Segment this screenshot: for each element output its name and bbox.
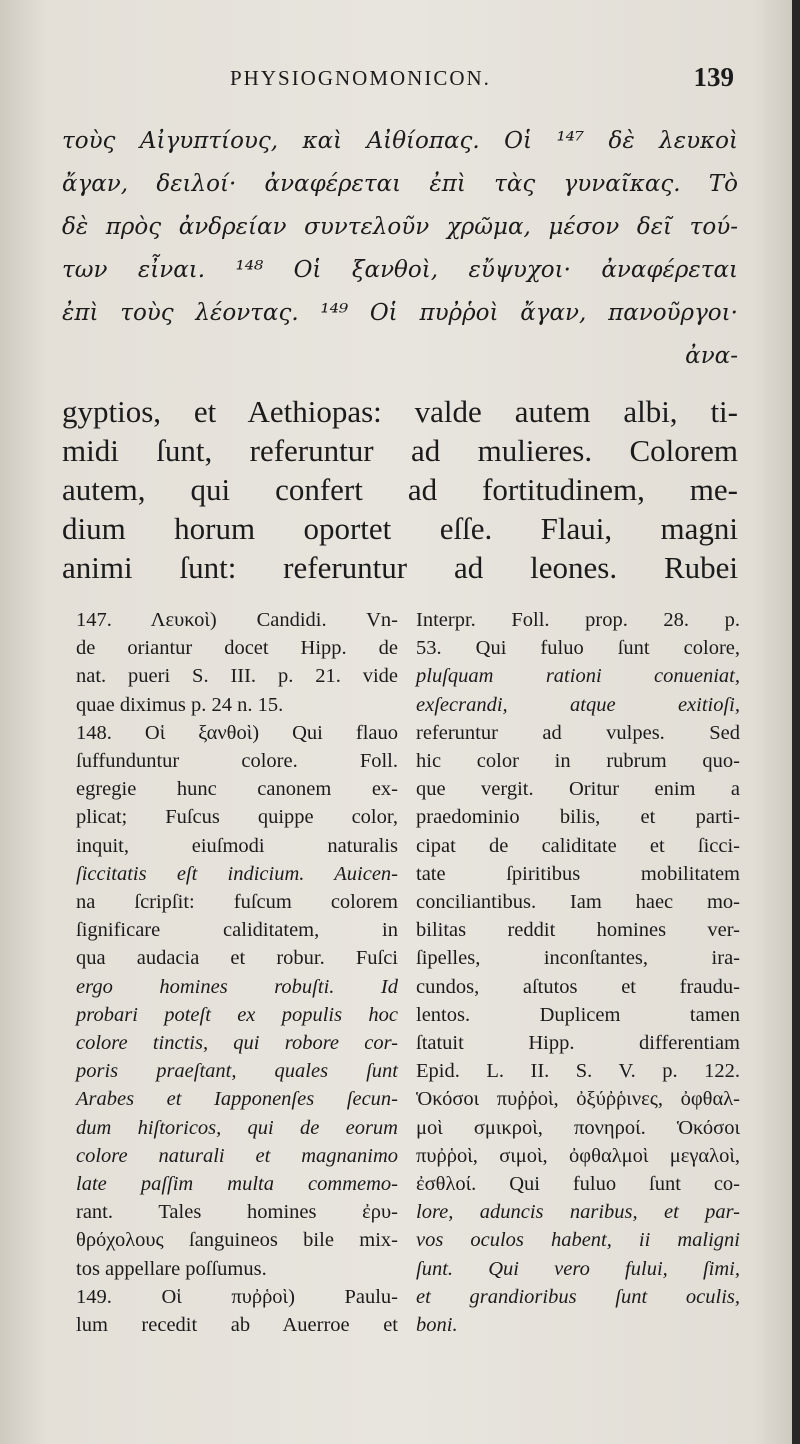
note-line: tate ſpiritibus mobilitatem [416, 862, 740, 885]
note-line: ſignificare caliditatem, in [76, 919, 398, 942]
note-line: ſtatuit Hipp. differentiam [416, 1032, 740, 1055]
note-line: 53. Qui fuluo ſunt colore, [416, 637, 740, 660]
note-line: na ſcripſit: fuſcum colorem [76, 891, 398, 914]
note-line: bilitas reddit homines ver- [416, 919, 740, 942]
note-line: colore naturali et magnanimo [76, 1144, 398, 1167]
note-line: referuntur ad vulpes. Sed [416, 721, 740, 744]
note-line: late paſſim multa commemo- [76, 1173, 398, 1196]
note-line: μοὶ σμικροὶ, πονηροί. Ὁκόσοι [416, 1116, 740, 1139]
note-line: colore tinctis, qui robore cor- [76, 1032, 398, 1055]
note-line: exſecrandi, atque exitioſi, [416, 693, 740, 716]
footnotes-left-column [76, 606, 398, 1339]
greek-line: ἄγαν, δειλοί· ἀναφέρεται ἐπὶ τὰς γυναῖκας. Τὸ [62, 171, 738, 197]
note-line: dum hiſtoricos, qui de eorum [76, 1116, 398, 1139]
note-line: 149. Οἱ πυῤῥοὶ) Paulu- [76, 1285, 398, 1308]
note-line: poris praeſtant, quales ſunt [76, 1060, 398, 1083]
greek-line: ἀνα- [685, 343, 738, 369]
note-line: boni. [416, 1314, 458, 1337]
note-line: plicat; Fuſcus quippe color, [76, 806, 398, 829]
note-line: vos oculos habent, ii maligni [416, 1229, 740, 1252]
note-line: pluſquam rationi conueniat, [416, 665, 740, 688]
page-edge-shadow [792, 0, 800, 1444]
note-line: ergo homines robuſti. Id [76, 975, 398, 998]
note-line: qua audacia et robur. Fuſci [76, 947, 398, 970]
note-line: Epid. L. II. S. V. p. 122. [416, 1060, 740, 1083]
greek-line: των εἶναι. ¹⁴⁸ Οἱ ξανθοὶ, εὔψυχοι· ἀναφέρεται [62, 257, 738, 283]
latin-line: midi ſunt, referuntur ad mulieres. Colorem [62, 433, 738, 468]
note-line: Interpr. Foll. prop. 28. p. [416, 609, 740, 631]
note-line: lore, aduncis naribus, et par- [416, 1201, 740, 1224]
footnotes-right-column [416, 606, 740, 1339]
note-line: probari poteſt ex populis hoc [76, 1003, 398, 1026]
note-line: et grandioribus ſunt oculis, [416, 1285, 740, 1308]
page-header [60, 62, 740, 102]
note-line: θρόχολους ſanguineos bile mix- [76, 1229, 398, 1252]
greek-line: ἐπὶ τοὺς λέοντας. ¹⁴⁹ Οἱ πυῤῥοὶ ἄγαν, πανοῦργοι· [62, 300, 738, 326]
latin-line: autem, qui confert ad fortitudinem, me- [62, 472, 738, 507]
note-line: tos appellare poſſumus. [76, 1257, 267, 1280]
note-line: quae diximus p. 24 n. 15. [76, 693, 284, 716]
note-line: conciliantibus. Iam haec mo- [416, 891, 740, 914]
note-line: lum recedit ab Auerroe et [76, 1314, 398, 1337]
footnotes [62, 606, 742, 1376]
note-line: πυῤῥοὶ, σιμοὶ, ὀφθαλμοὶ μεγαλοὶ, [416, 1144, 740, 1167]
note-line: Ὁκόσοι πυῤῥοὶ, ὀξύῤῥινες, ὀφθαλ- [416, 1088, 740, 1111]
note-line: ſipelles, inconſtantes, ira- [416, 947, 740, 970]
note-line: lentos. Duplicem tamen [416, 1003, 740, 1026]
note-line: ἐσθλοί. Qui fuluo ſunt co- [416, 1173, 740, 1196]
note-line: Arabes et Iapponenſes ſecun- [76, 1088, 398, 1111]
note-line: rant. Tales homines ἐρυ- [76, 1201, 398, 1224]
notes-divider [60, 588, 740, 589]
greek-line: δὲ πρὸς ἀνδρείαν συντελοῦν χρῶμα, μέσον δεῖ τού- [62, 214, 738, 240]
note-line: de oriantur docet Hipp. de [76, 637, 398, 660]
note-line: 147. Λευκοὶ) Candidi. Vn- [76, 609, 398, 631]
note-line: inquit, eiuſmodi naturalis [76, 834, 398, 857]
note-line: praedominio bilis, et parti- [416, 806, 740, 829]
greek-line: τοὺς Αἰγυπτίους, καὶ Αἰθίοπας. Οἱ ¹⁴⁷ δὲ λευκοὶ [62, 128, 738, 154]
latin-line: gyptios, et Aethiopas: valde autem albi, ti- [62, 394, 738, 429]
note-line: hic color in rubrum quo- [416, 750, 740, 773]
note-line: cipat de caliditate et ſicci- [416, 834, 740, 857]
latin-line: dium horum oportet eſſe. Flaui, magni [62, 511, 738, 546]
note-line: ſiccitatis eſt indicium. Auicen- [76, 862, 398, 885]
running-title: PHYSIOGNOMONICON. [230, 66, 491, 90]
note-line: egregie hunc canonem ex- [76, 778, 398, 801]
note-line: nat. pueri S. III. p. 21. vide [76, 665, 398, 688]
note-line: ſuffunduntur colore. Foll. [76, 750, 398, 773]
greek-text-block [62, 120, 738, 378]
note-line: cundos, aſtutos et fraudu- [416, 975, 740, 998]
note-line: ſunt. Qui vero fului, ſimi, [416, 1257, 740, 1280]
note-line: 148. Οἱ ξανθοὶ) Qui flauo [76, 721, 398, 744]
note-line: que vergit. Oritur enim a [416, 778, 740, 801]
page-number: 139 [693, 62, 734, 92]
latin-line: animi ſunt: referuntur ad leones. Rubei [62, 550, 738, 585]
latin-translation-block [62, 392, 738, 587]
